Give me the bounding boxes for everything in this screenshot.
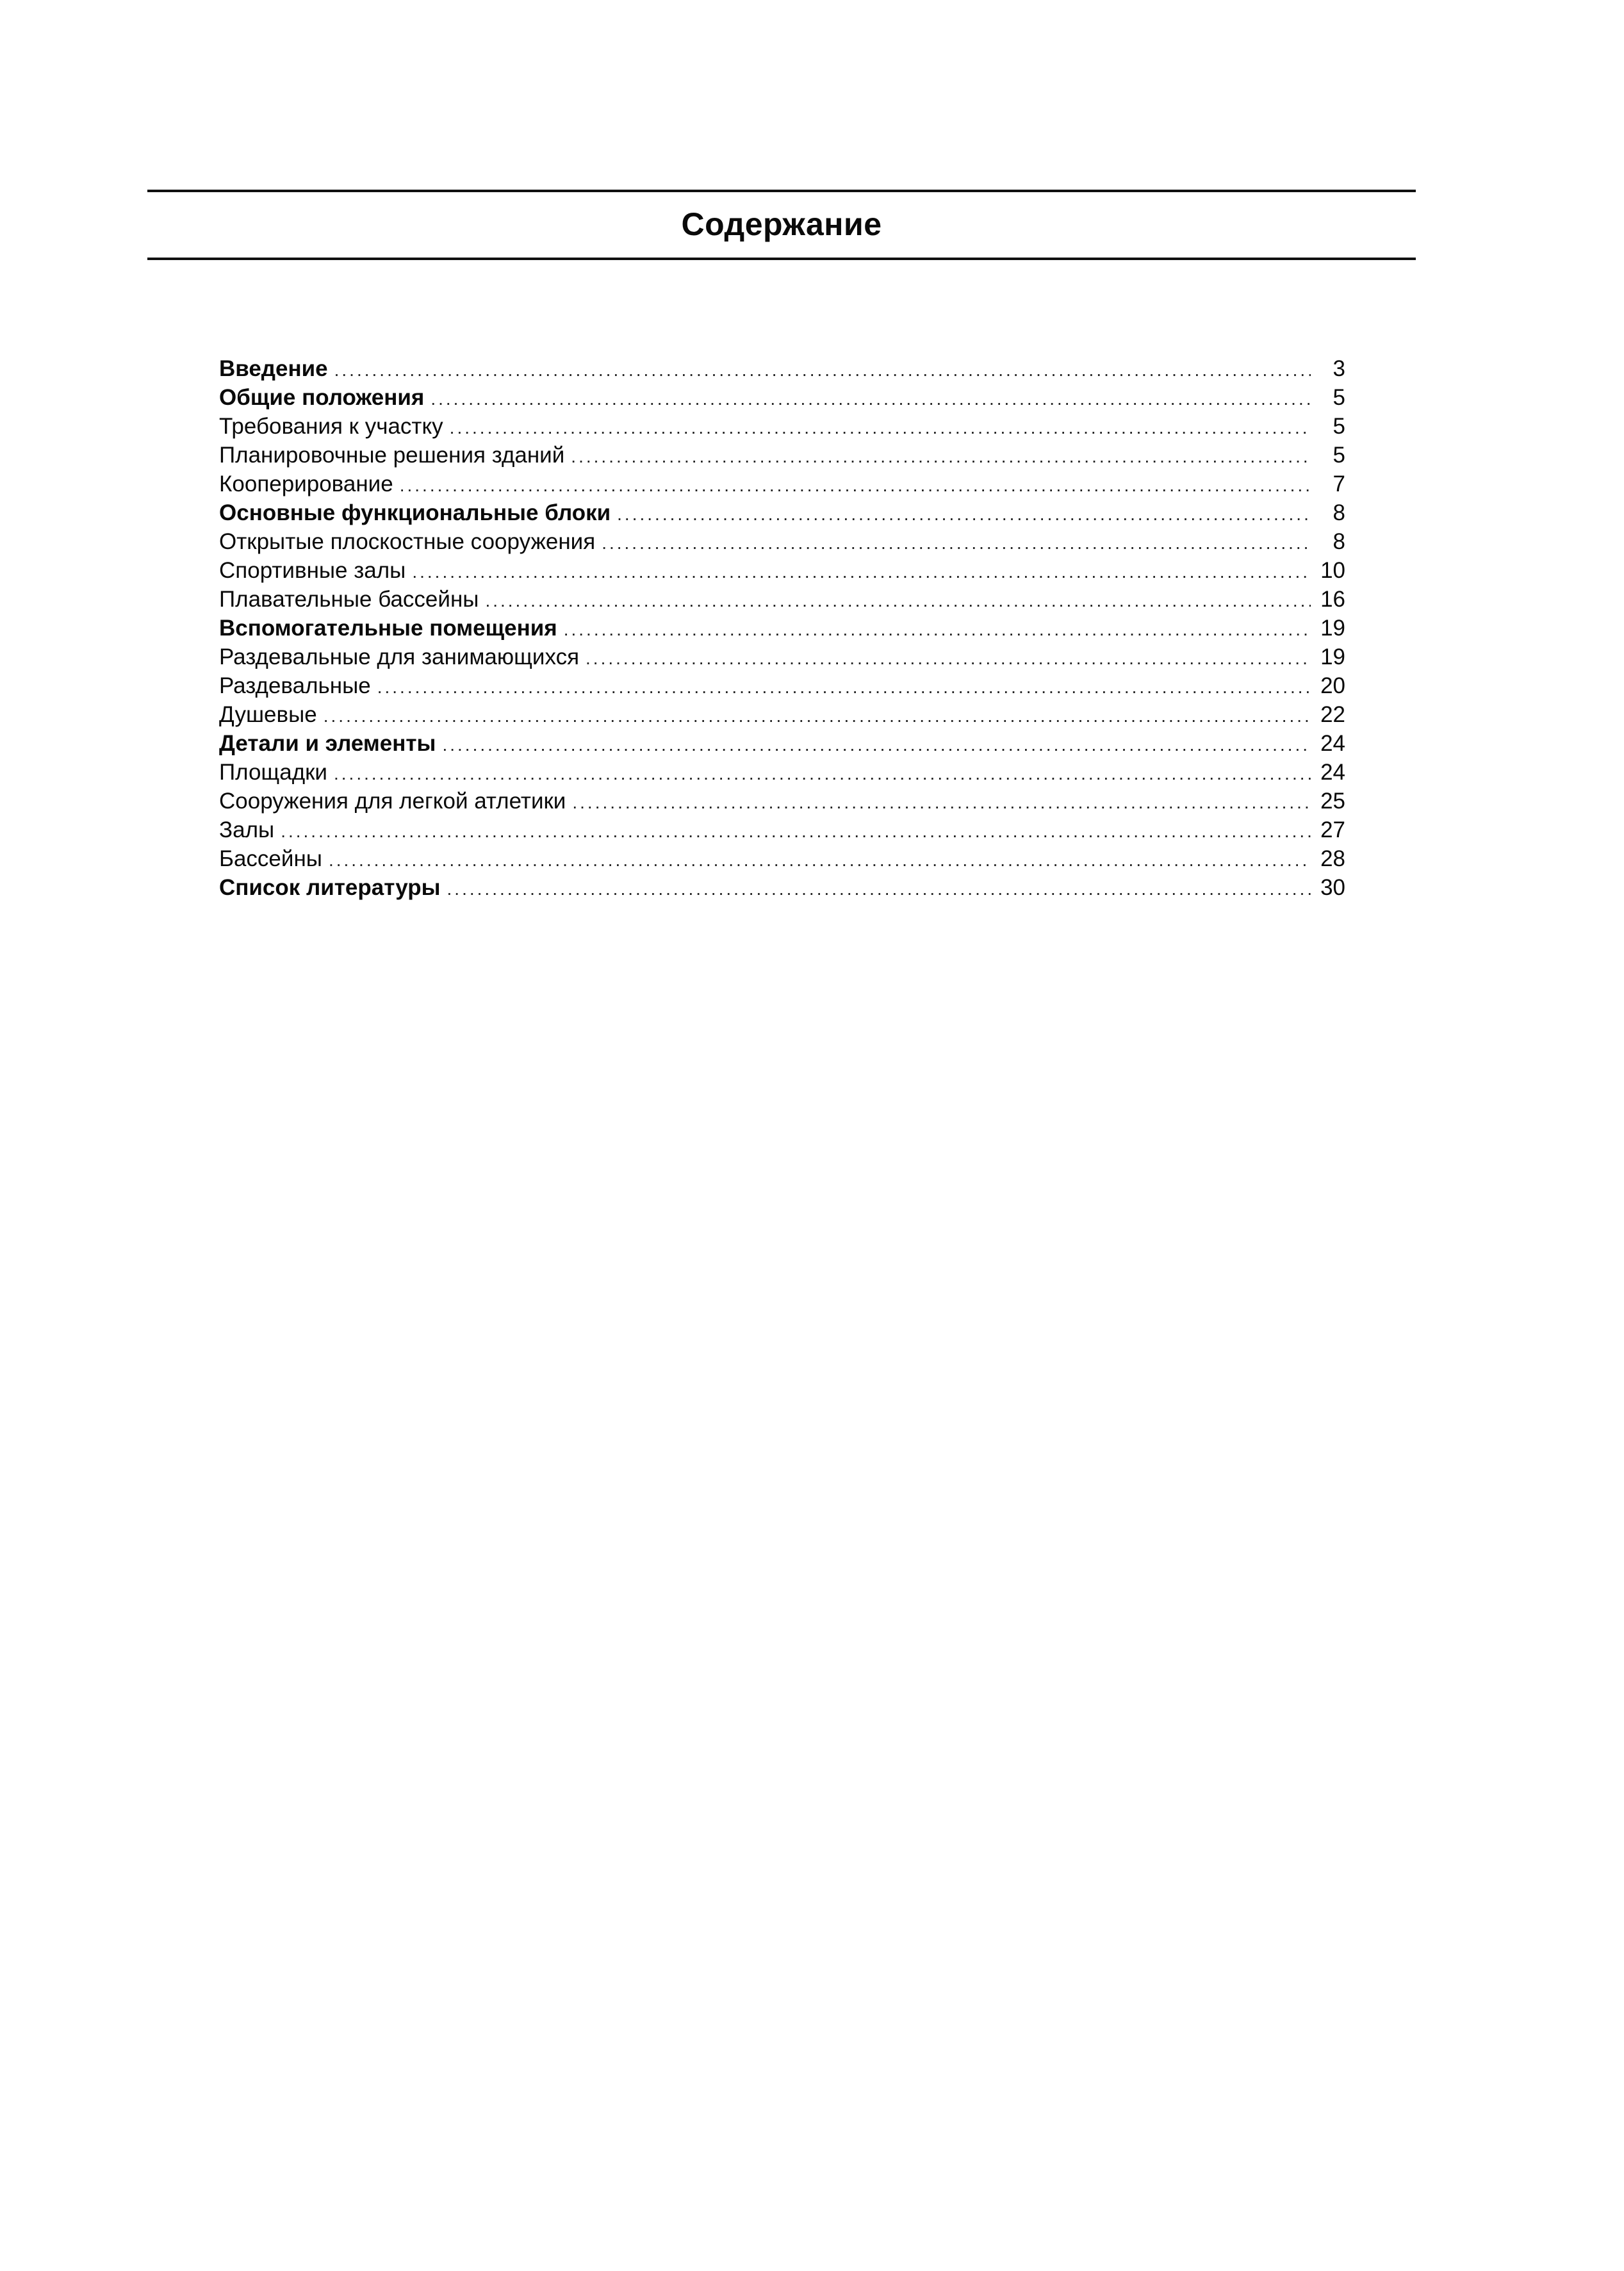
toc-entry-page-number: 7 — [1333, 471, 1345, 496]
toc-entry — [219, 816, 1345, 844]
toc-entry-page-number: 3 — [1333, 356, 1345, 381]
toc-entry — [219, 614, 1345, 643]
toc-dot-leader — [329, 846, 1311, 874]
toc-entry-page-number: 27 — [1320, 817, 1345, 842]
toc-entry — [219, 354, 1345, 383]
toc-entry-page-number: 28 — [1320, 846, 1345, 871]
toc-entry-label: Плавательные бассейны — [219, 587, 479, 612]
toc-entry-page-number: 24 — [1320, 731, 1345, 756]
toc-entry-label: Раздевальные — [219, 673, 371, 698]
toc-dot-leader — [324, 701, 1311, 730]
toc-entry-label: Спортивные залы — [219, 558, 406, 583]
toc-dot-leader — [450, 413, 1311, 442]
toc-entry-page-number: 19 — [1320, 616, 1345, 641]
toc-entry — [219, 729, 1345, 758]
toc-entry — [219, 758, 1345, 787]
toc-entry-label: Залы — [219, 817, 275, 842]
toc-entry-label: Общие положения — [219, 385, 425, 410]
toc-entry — [219, 556, 1345, 585]
toc-entry-page-number: 8 — [1333, 500, 1345, 525]
toc-entry-page-number: 8 — [1333, 529, 1345, 554]
toc-entry-page-number: 20 — [1320, 673, 1345, 698]
toc-entry-page-number: 19 — [1320, 644, 1345, 669]
toc-dot-leader — [412, 557, 1311, 586]
toc-dot-leader — [431, 384, 1311, 413]
page-title: Содержание — [681, 206, 882, 242]
toc-entry-label: Бассейны — [219, 846, 322, 871]
toc-dot-leader — [572, 788, 1311, 817]
toc-entry-page-number: 5 — [1333, 385, 1345, 410]
toc-entry — [219, 441, 1345, 470]
toc-entry — [219, 787, 1345, 816]
toc-entry-label: Планировочные решения зданий — [219, 443, 565, 468]
toc-entry-label: Список литературы — [219, 875, 441, 900]
toc-entry — [219, 412, 1345, 441]
toc-dot-leader — [400, 471, 1311, 500]
toc-entry-page-number: 5 — [1333, 443, 1345, 468]
toc-dot-leader — [617, 500, 1311, 529]
toc-entry-label: Сооружения для легкой атлетики — [219, 789, 566, 814]
toc-entry-page-number: 25 — [1320, 789, 1345, 814]
toc-entry-label: Душевые — [219, 702, 317, 727]
toc-entry — [219, 527, 1345, 556]
toc-entry-label: Вспомогательные помещения — [219, 616, 557, 641]
toc-entry — [219, 383, 1345, 412]
toc-dot-leader — [571, 442, 1311, 471]
table-of-contents — [219, 354, 1345, 902]
toc-entry-label: Раздевальные для занимающихся — [219, 644, 580, 669]
toc-entry-page-number: 22 — [1320, 702, 1345, 727]
toc-dot-leader — [442, 730, 1311, 759]
toc-dot-leader — [602, 529, 1311, 557]
toc-dot-leader — [564, 615, 1311, 644]
toc-entry-label: Требования к участку — [219, 414, 443, 439]
toc-entry-label: Детали и элементы — [219, 731, 436, 756]
toc-entry-label: Открытые плоскостные сооружения — [219, 529, 596, 554]
toc-entry-page-number: 16 — [1320, 587, 1345, 612]
toc-dot-leader — [485, 586, 1311, 615]
toc-entry-page-number: 30 — [1320, 875, 1345, 900]
toc-dot-leader — [586, 644, 1311, 673]
toc-entry-page-number: 5 — [1333, 414, 1345, 439]
toc-entry-label: Основные функциональные блоки — [219, 500, 611, 525]
toc-dot-leader — [447, 874, 1311, 903]
toc-dot-leader — [377, 673, 1311, 701]
toc-entry-label: Кооперирование — [219, 471, 393, 496]
toc-entry — [219, 585, 1345, 614]
toc-entry — [219, 470, 1345, 498]
title-rule-bottom — [147, 258, 1416, 260]
toc-entry-label: Введение — [219, 356, 328, 381]
toc-entry — [219, 873, 1345, 902]
toc-dot-leader — [334, 356, 1311, 384]
toc-entry — [219, 671, 1345, 700]
toc-dot-leader — [334, 759, 1311, 788]
toc-entry — [219, 498, 1345, 527]
toc-entry-page-number: 10 — [1320, 558, 1345, 583]
toc-entry — [219, 700, 1345, 729]
toc-entry — [219, 643, 1345, 671]
toc-dot-leader — [281, 817, 1311, 846]
toc-entry — [219, 844, 1345, 873]
toc-entry-label: Площадки — [219, 760, 327, 785]
toc-entry-page-number: 24 — [1320, 760, 1345, 785]
